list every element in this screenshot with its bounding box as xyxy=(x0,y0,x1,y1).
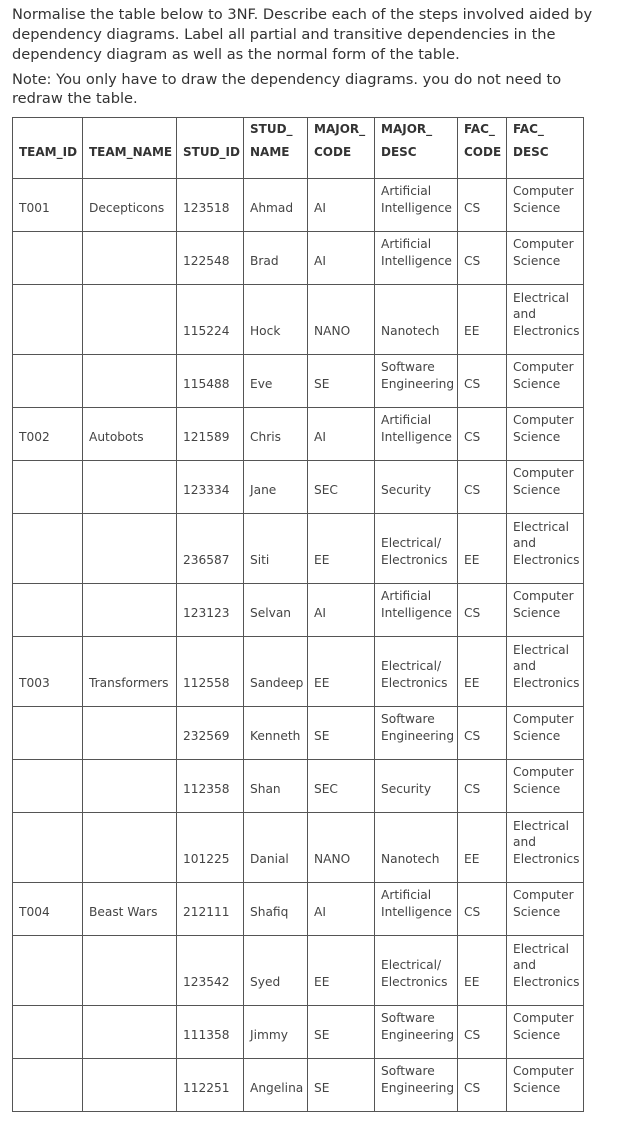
column-header-line1: STUD_ xyxy=(250,122,293,136)
cell-major-desc: Software Engineering xyxy=(375,355,458,408)
table-row xyxy=(13,584,584,637)
cell-major-desc: Electrical/ Electronics xyxy=(375,514,458,584)
cell-team-id xyxy=(13,813,83,883)
table-row xyxy=(13,637,584,707)
column-header-line1: MAJOR_ xyxy=(314,122,366,136)
cell-team-id xyxy=(13,760,83,813)
cell-team-name xyxy=(83,813,177,883)
cell-stud-name: Hock xyxy=(244,285,308,355)
column-header-line2: CODE xyxy=(464,145,502,159)
column-header-line1: FAC_ xyxy=(513,122,544,136)
cell-stud-id: 112251 xyxy=(177,1059,244,1112)
table-row xyxy=(13,760,584,813)
cell-stud-name: Danial xyxy=(244,813,308,883)
cell-stud-name: Brad xyxy=(244,232,308,285)
cell-stud-id: 123334 xyxy=(177,461,244,514)
cell-stud-id: 122548 xyxy=(177,232,244,285)
cell-fac-code: CS xyxy=(458,355,507,408)
cell-fac-code: CS xyxy=(458,883,507,936)
cell-stud-name: Shafiq xyxy=(244,883,308,936)
cell-team-name xyxy=(83,584,177,637)
cell-team-id xyxy=(13,936,83,1006)
cell-fac-desc: Electrical and Electronics xyxy=(507,936,584,1006)
column-header-line1: FAC_ xyxy=(464,122,495,136)
table-row xyxy=(13,707,584,760)
cell-major-code: EE xyxy=(308,637,375,707)
cell-fac-code: CS xyxy=(458,1006,507,1059)
column-header-fac-desc xyxy=(507,118,584,179)
cell-fac-desc: Computer Science xyxy=(507,1059,584,1112)
table-row xyxy=(13,179,584,232)
table-row xyxy=(13,461,584,514)
cell-stud-id: 111358 xyxy=(177,1006,244,1059)
column-header-stud-name xyxy=(244,118,308,179)
cell-stud-id: 123518 xyxy=(177,179,244,232)
cell-fac-code: CS xyxy=(458,232,507,285)
cell-fac-desc: Computer Science xyxy=(507,232,584,285)
cell-team-id xyxy=(13,461,83,514)
table-row xyxy=(13,936,584,1006)
cell-stud-id: 236587 xyxy=(177,514,244,584)
cell-fac-code: CS xyxy=(458,707,507,760)
table-body xyxy=(13,179,584,1112)
cell-fac-code: EE xyxy=(458,637,507,707)
table-row xyxy=(13,408,584,461)
cell-fac-desc: Electrical and Electronics xyxy=(507,637,584,707)
table-row xyxy=(13,1059,584,1112)
cell-major-desc: Nanotech xyxy=(375,813,458,883)
column-header-line2: DESC xyxy=(381,145,417,159)
cell-major-desc: Artificial Intelligence xyxy=(375,232,458,285)
cell-stud-id: 232569 xyxy=(177,707,244,760)
cell-stud-name: Kenneth xyxy=(244,707,308,760)
cell-team-id xyxy=(13,707,83,760)
cell-team-id xyxy=(13,285,83,355)
cell-major-desc: Nanotech xyxy=(375,285,458,355)
cell-team-id xyxy=(13,232,83,285)
cell-major-code: SE xyxy=(308,355,375,408)
cell-stud-id: 123123 xyxy=(177,584,244,637)
cell-fac-code: CS xyxy=(458,408,507,461)
cell-fac-code: CS xyxy=(458,179,507,232)
cell-major-code: SE xyxy=(308,1059,375,1112)
cell-fac-code: EE xyxy=(458,514,507,584)
column-header-line2: NAME xyxy=(250,145,290,159)
note-text: Note: You only have to draw the dependency diagrams. you do not need to redraw the table. xyxy=(12,71,562,107)
cell-major-code: AI xyxy=(308,232,375,285)
cell-major-code: AI xyxy=(308,179,375,232)
cell-fac-desc: Computer Science xyxy=(507,883,584,936)
cell-fac-desc: Computer Science xyxy=(507,461,584,514)
cell-fac-code: CS xyxy=(458,1059,507,1112)
cell-major-code: AI xyxy=(308,883,375,936)
column-header-major-desc xyxy=(375,118,458,179)
cell-stud-name: Chris xyxy=(244,408,308,461)
cell-fac-code: EE xyxy=(458,285,507,355)
cell-stud-id: 115224 xyxy=(177,285,244,355)
column-header-team-name xyxy=(83,118,177,179)
cell-stud-id: 112358 xyxy=(177,760,244,813)
cell-major-code: NANO xyxy=(308,285,375,355)
cell-fac-code: CS xyxy=(458,584,507,637)
cell-team-name xyxy=(83,232,177,285)
cell-stud-name: Angelina xyxy=(244,1059,308,1112)
cell-team-id xyxy=(13,584,83,637)
column-header-line2: TEAM_ID xyxy=(19,145,78,159)
cell-team-id: T003 xyxy=(13,637,83,707)
cell-stud-id: 123542 xyxy=(177,936,244,1006)
cell-stud-name: Sandeep xyxy=(244,637,308,707)
header-row xyxy=(13,118,584,179)
cell-major-desc: Software Engineering xyxy=(375,1059,458,1112)
cell-team-id: T004 xyxy=(13,883,83,936)
cell-fac-desc: Electrical and Electronics xyxy=(507,514,584,584)
cell-team-id xyxy=(13,514,83,584)
cell-fac-code: CS xyxy=(458,461,507,514)
cell-stud-id: 212111 xyxy=(177,883,244,936)
cell-team-name xyxy=(83,760,177,813)
cell-team-id xyxy=(13,1059,83,1112)
cell-team-name xyxy=(83,514,177,584)
cell-fac-desc: Computer Science xyxy=(507,707,584,760)
cell-stud-name: Ahmad xyxy=(244,179,308,232)
table-row xyxy=(13,355,584,408)
cell-major-code: EE xyxy=(308,936,375,1006)
cell-major-code: AI xyxy=(308,408,375,461)
cell-team-name: Beast Wars xyxy=(83,883,177,936)
table-row xyxy=(13,232,584,285)
table-header xyxy=(13,118,584,179)
cell-fac-desc: Computer Science xyxy=(507,355,584,408)
cell-major-code: EE xyxy=(308,514,375,584)
cell-team-name xyxy=(83,936,177,1006)
cell-major-desc: Electrical/ Electronics xyxy=(375,936,458,1006)
column-header-line2: CODE xyxy=(314,145,352,159)
column-header-line1: MAJOR_ xyxy=(381,122,433,136)
cell-team-name xyxy=(83,707,177,760)
cell-fac-desc: Computer Science xyxy=(507,179,584,232)
cell-team-id xyxy=(13,1006,83,1059)
cell-team-name xyxy=(83,461,177,514)
cell-major-desc: Artificial Intelligence xyxy=(375,584,458,637)
cell-major-code: AI xyxy=(308,584,375,637)
cell-stud-name: Jane xyxy=(244,461,308,514)
cell-major-desc: Artificial Intelligence xyxy=(375,883,458,936)
cell-team-name xyxy=(83,1059,177,1112)
cell-stud-id: 121589 xyxy=(177,408,244,461)
cell-stud-name: Selvan xyxy=(244,584,308,637)
cell-team-name: Autobots xyxy=(83,408,177,461)
column-header-major-code xyxy=(308,118,375,179)
table-row xyxy=(13,813,584,883)
table-row xyxy=(13,514,584,584)
cell-team-name: Decepticons xyxy=(83,179,177,232)
cell-stud-name: Siti xyxy=(244,514,308,584)
cell-fac-desc: Computer Science xyxy=(507,1006,584,1059)
cell-team-name xyxy=(83,355,177,408)
cell-team-id xyxy=(13,355,83,408)
student-team-table xyxy=(12,117,584,1112)
column-header-stud-id xyxy=(177,118,244,179)
question-text: Normalise the table below to 3NF. Describe each of the steps involved aided by dependency diagrams. Label all partial and transitive dependencies in the dependency diagram as well as the normal form of the table. xyxy=(12,6,593,63)
cell-fac-code: EE xyxy=(458,936,507,1006)
cell-team-name xyxy=(83,1006,177,1059)
cell-major-code: SE xyxy=(308,707,375,760)
cell-fac-code: EE xyxy=(458,813,507,883)
cell-major-code: NANO xyxy=(308,813,375,883)
cell-major-desc: Software Engineering xyxy=(375,1006,458,1059)
table-row xyxy=(13,883,584,936)
cell-stud-name: Jimmy xyxy=(244,1006,308,1059)
cell-team-id: T002 xyxy=(13,408,83,461)
cell-stud-id: 101225 xyxy=(177,813,244,883)
cell-stud-name: Eve xyxy=(244,355,308,408)
cell-stud-id: 112558 xyxy=(177,637,244,707)
cell-major-code: SEC xyxy=(308,760,375,813)
cell-major-code: SEC xyxy=(308,461,375,514)
table-row xyxy=(13,285,584,355)
cell-stud-id: 115488 xyxy=(177,355,244,408)
cell-major-desc: Artificial Intelligence xyxy=(375,179,458,232)
cell-major-code: SE xyxy=(308,1006,375,1059)
cell-major-desc: Software Engineering xyxy=(375,707,458,760)
cell-fac-desc: Computer Science xyxy=(507,408,584,461)
cell-stud-name: Shan xyxy=(244,760,308,813)
column-header-fac-code xyxy=(458,118,507,179)
cell-team-name xyxy=(83,285,177,355)
cell-fac-desc: Electrical and Electronics xyxy=(507,285,584,355)
cell-fac-desc: Electrical and Electronics xyxy=(507,813,584,883)
column-header-line2: TEAM_NAME xyxy=(89,145,173,159)
column-header-line2: STUD_ID xyxy=(183,145,240,159)
cell-major-desc: Security xyxy=(375,461,458,514)
cell-fac-desc: Computer Science xyxy=(507,584,584,637)
column-header-line2: DESC xyxy=(513,145,549,159)
cell-fac-code: CS xyxy=(458,760,507,813)
cell-major-desc: Security xyxy=(375,760,458,813)
column-header-team-id xyxy=(13,118,83,179)
table-row xyxy=(13,1006,584,1059)
cell-major-desc: Electrical/ Electronics xyxy=(375,637,458,707)
cell-stud-name: Syed xyxy=(244,936,308,1006)
cell-team-id: T001 xyxy=(13,179,83,232)
cell-team-name: Transformers xyxy=(83,637,177,707)
cell-fac-desc: Computer Science xyxy=(507,760,584,813)
cell-major-desc: Artificial Intelligence xyxy=(375,408,458,461)
